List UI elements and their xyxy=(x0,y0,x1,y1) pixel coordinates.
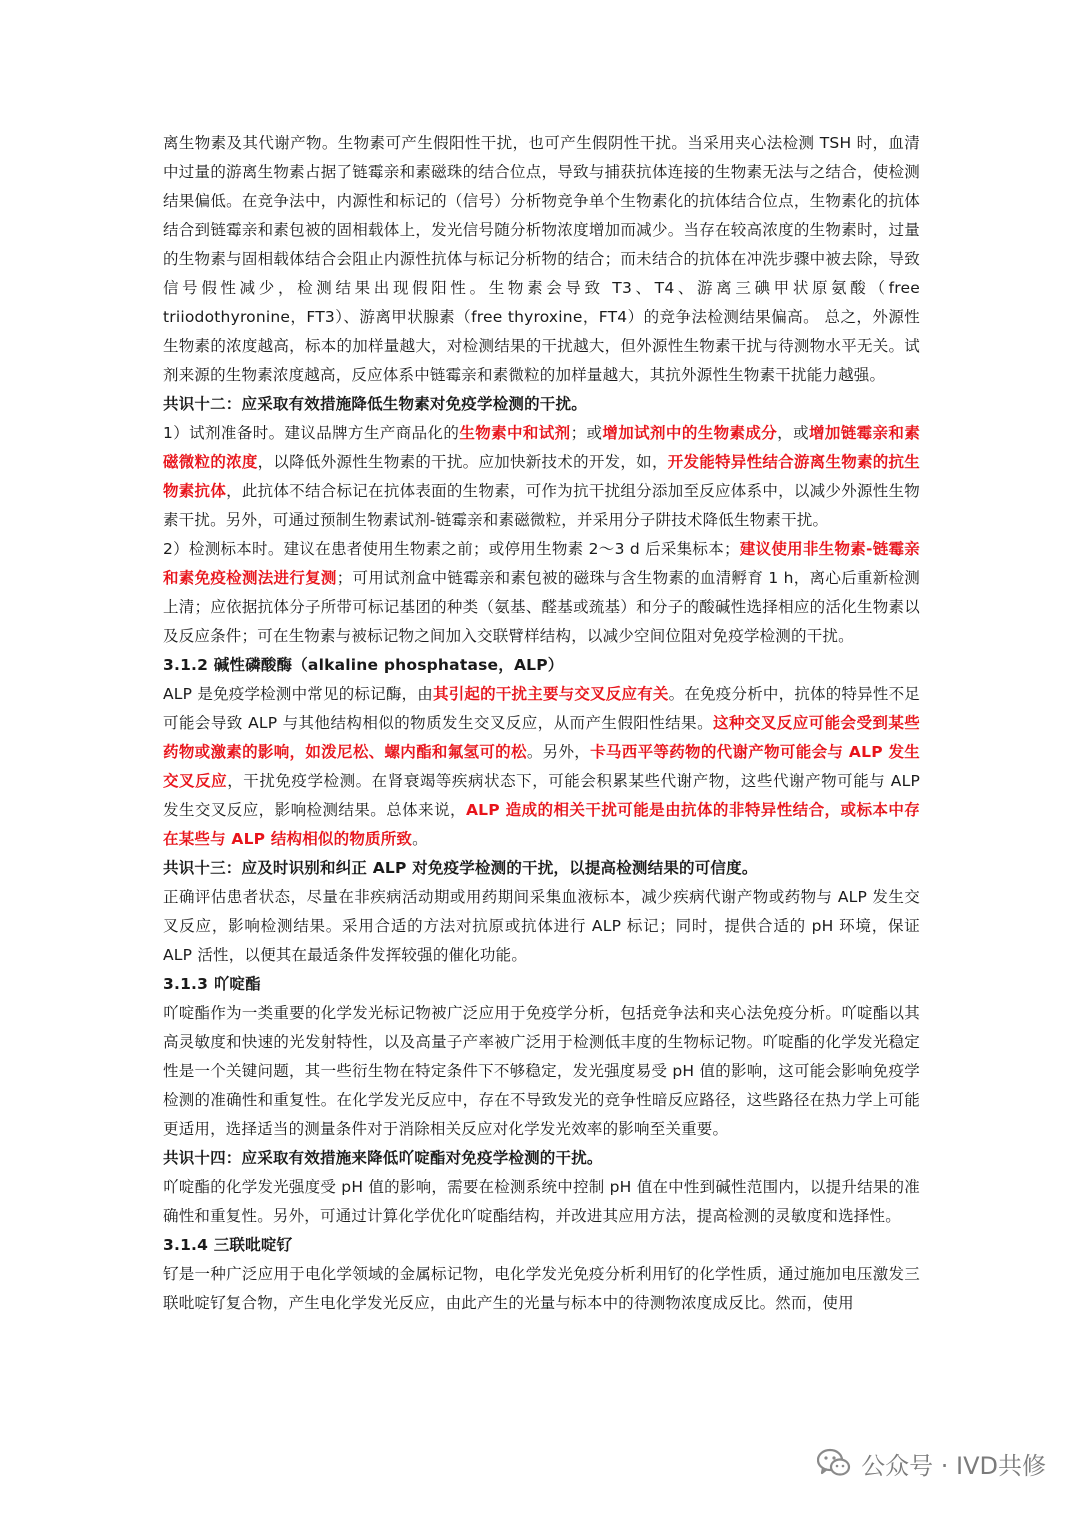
highlight-span: 生物素中和试剂 xyxy=(459,424,571,442)
section-3-1-2-heading: 3.1.2 碱性磷酸酶（alkaline phosphatase，ALP） xyxy=(163,656,564,674)
text-span: ；或 xyxy=(570,424,603,442)
watermark-text: 公众号 · IVD共修 xyxy=(861,1451,1046,1480)
paragraph-acridinium: 吖啶酯作为一类重要的化学发光标记物被广泛应用于免疫学分析，包括竞争法和夹心法免疫分析。吖啶酯以其高灵敏度和快速的光发射特性，以及高量子产率被广泛用于检测低丰度的生物标记物。吖啶酯的化学发光稳定性是一个关键问题，其一些衍生物在特定条件下不够稳定，发光强度易受 pH 值的影响，这可能会影响免疫学检测的准确性和重复性。在化学发光反应中，存在不导致发光的竞争性暗反应路径，这些路径在热力学上可能更适用，选择适当的测量条件对于消除相关反应对化学发光效率的影响至关重要。 xyxy=(163,1004,920,1138)
highlight-span: 开发能特异性结合游离生物素的抗生物素抗体 xyxy=(163,453,921,500)
consensus-13-heading: 共识十三：应及时识别和纠正 ALP 对免疫学检测的干扰，以提高检测结果的可信度。 xyxy=(163,859,758,877)
highlight-span: 建议使用非生物素-链霉亲和素免疫检测法进行复测 xyxy=(163,540,920,587)
paragraph-biotin-intro: 离生物素及其代谢产物。生物素可产生假阳性干扰，也可产生假阴性干扰。当采用夹心法检测 TSH 时，血清中过量的游离生物素占据了链霉亲和素磁珠的结合位点，导致与捕获抗体连接的生物素无法与之结合，使检测结果偏低。在竞争法中，内源性和标记的（信号）分析物竞争单个生物素化的抗体结合位点，生物素化的抗体结合到链霉亲和素包被的固相载体上，发光信号随分析物浓度增加而减少。当存在较高浓度的生物素时，过量的生物素与固相载体结合会阻止内源性抗体与标记分析物的结合；而未结合的抗体在冲洗步骤中被去除，导致信号假性减少，检测结果出现假阳性。生物素会导致 T3、T4、游离三碘甲状原氨酸（free triiodothyronine，FT3）、游离甲状腺素（free thyroxine，FT4）的竞争法检测结果偏高。 总之，外源性生物素的浓度越高，标本的加样量越大，对检测结果的干扰越大，但外源性生物素干扰与待测物水平无关。试剂来源的生物素浓度越高，反应体系中链霉亲和素微粒的加样量越大，其抗外源性生物素干扰能力越强。 xyxy=(163,134,920,384)
section-3-1-3-heading: 3.1.3 吖啶酯 xyxy=(163,975,261,993)
consensus-14-heading: 共识十四：应采取有效措施来降低吖啶酯对免疫学检测的干扰。 xyxy=(163,1149,603,1167)
paragraph-specimen-testing xyxy=(163,535,920,651)
consensus-12-heading: 共识十二：应采取有效措施降低生物素对免疫学检测的干扰。 xyxy=(163,395,587,413)
text-span: ；可用试剂盒中链霉亲和素包被的磁珠与含生物素的血清孵育 1 h，离心后重新检测上清；应依据抗体分子所带可标记基团的种类（氨基、醛基或巯基）和分子的酸碱性选择相应的活化生物素以及反应条件；可在生物素与被标记物之间加入交联臂样结构，以减少空间位阻对免疫学检测的干扰。 xyxy=(163,569,921,645)
highlight-span: 增加试剂中的生物素成分 xyxy=(602,424,778,442)
paragraph-ruthenium: 钌是一种广泛应用于电化学领域的金属标记物，电化学发光免疫分析利用钌的化学性质，通过施加电压激发三联吡啶钌复合物，产生电化学发光反应，由此产生的光量与标本中的待测物浓度成反比。然而，使用 xyxy=(163,1265,920,1312)
text-span: 。在免疫分析中，抗体的特异性不足可能会导致 ALP 与其他结构相似的物质发生交叉反应，从而产生假阳性结果。 xyxy=(163,685,920,732)
article-body xyxy=(163,129,920,1318)
text-span: ALP 是免疫学检测中常见的标记酶，由 xyxy=(163,685,433,703)
paragraph-reagent-prep xyxy=(163,419,920,535)
paragraph-alp xyxy=(163,680,920,854)
highlight-span: 卡马西平等药物的代谢产物可能会与 ALP 发生交叉反应 xyxy=(163,743,920,790)
text-span: 。 xyxy=(412,830,428,848)
text-span: 2）检测标本时。建议在患者使用生物素之前；或停用生物素 2～3 d 后采集标本； xyxy=(163,540,740,558)
highlight-span: 增加链霉亲和素磁微粒的浓度 xyxy=(163,424,921,471)
text-span: 1）试剂准备时。建议品牌方生产商品化的 xyxy=(163,424,460,442)
paragraph-acridinium-measures: 吖啶酯的化学发光强度受 pH 值的影响，需要在检测系统中控制 pH 值在中性到碱性范围内，以提升结果的准确性和重复性。另外，可通过计算化学优化吖啶酯结构，并改进其应用方法，提高检测的灵敏度和选择性。 xyxy=(163,1178,920,1225)
text-span: ，干扰免疫学检测。在肾衰竭等疾病状态下，可能会积累某些代谢产物，这些代谢产物可能与 ALP 发生交叉反应，影响检测结果。总体来说， xyxy=(163,772,920,819)
highlight-span: 其引起的干扰主要与交叉反应有关 xyxy=(432,685,669,703)
section-3-1-4-heading: 3.1.4 三联吡啶钌 xyxy=(163,1236,293,1254)
text-span: ，此抗体不结合标记在抗体表面的生物素，可作为抗干扰组分添加至反应体系中，以减少外源性生物素干扰。另外，可通过预制生物素试剂-链霉亲和素磁微粒，并采用分子阱技术降低生物素干扰。 xyxy=(163,482,920,529)
highlight-span: ALP 造成的相关干扰可能是由抗体的非特异性结合，或标本中存在某些与 ALP 结构相似的物质所致 xyxy=(163,801,920,848)
paragraph-alp-correction: 正确评估患者状态，尽量在非疾病活动期或用药期间采集血液标本，减少疾病代谢产物或药物与 ALP 发生交叉反应，影响检测结果。采用合适的方法对抗原或抗体进行 ALP 标记；同时，提供合适的 pH 环境，保证 ALP 活性，以便其在最适条件发挥较强的催化功能。 xyxy=(163,888,920,964)
wechat-watermark xyxy=(817,1443,1046,1483)
highlight-span: 这种交叉反应可能会受到某些药物或激素的影响，如泼尼松、螺内酯和氟氢可的松 xyxy=(163,714,920,761)
text-span: 。另外， xyxy=(526,743,591,761)
wechat-icon xyxy=(817,1448,851,1478)
text-span: ，以降低外源性生物素的干扰。应加快新技术的开发，如， xyxy=(257,453,668,471)
text-span: ，或 xyxy=(777,424,809,442)
